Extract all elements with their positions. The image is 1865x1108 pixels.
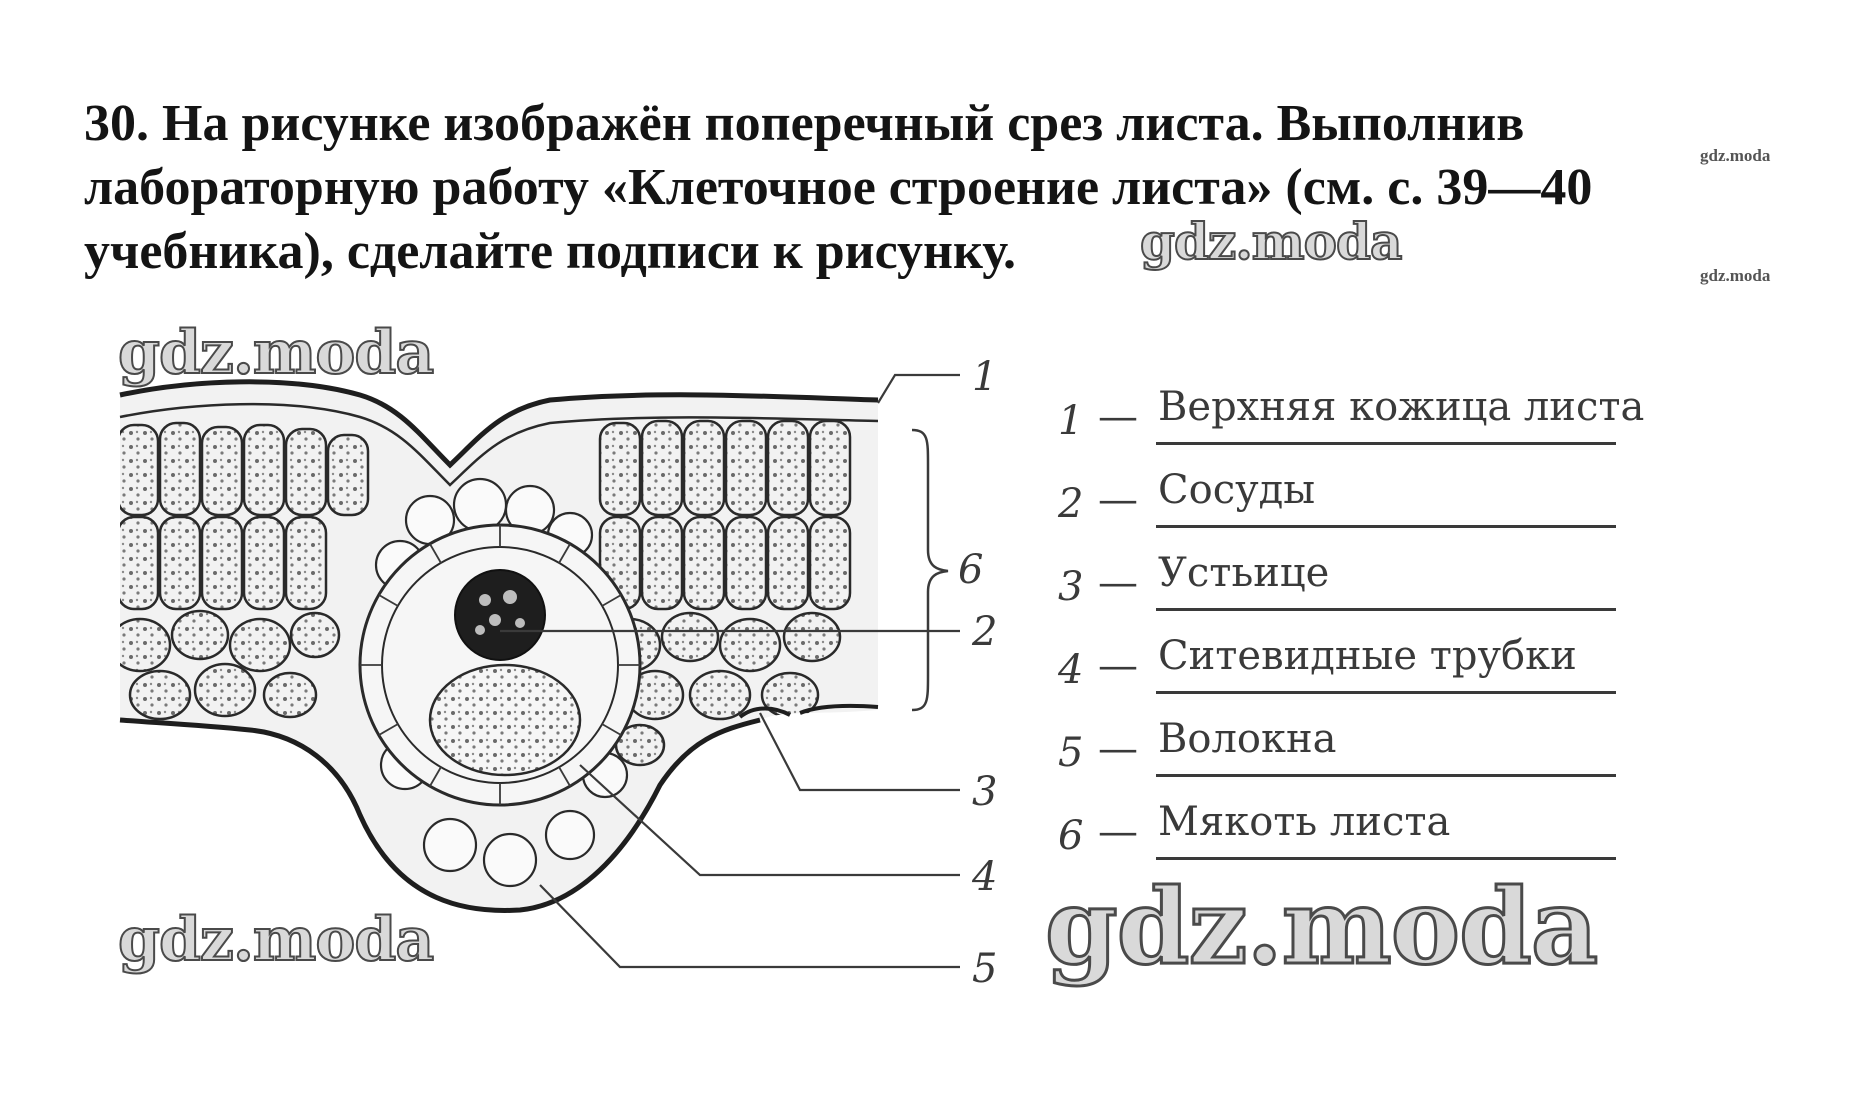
leaf-tissue (100, 345, 1020, 985)
answer-row (1050, 629, 1670, 712)
answer-row (1050, 795, 1670, 878)
answer-dash: — (1098, 726, 1138, 772)
answer-number: 3 (1058, 564, 1084, 610)
figure-label-4: 4 (972, 854, 998, 900)
answer-row (1050, 380, 1670, 463)
answer-text: Верхняя кожица листа (1158, 384, 1645, 430)
answer-row (1050, 463, 1670, 546)
answer-text: Мякоть листа (1158, 799, 1451, 845)
figure-label-3: 3 (972, 769, 998, 815)
watermark-small-1: gdz.moda (1700, 146, 1771, 165)
answer-number: 5 (1058, 730, 1084, 776)
answer-row (1050, 712, 1670, 795)
answer-dash: — (1098, 643, 1138, 689)
answer-underline (1156, 774, 1616, 777)
answer-number: 4 (1058, 647, 1084, 693)
answer-underline (1156, 608, 1616, 611)
task-line-1: 30. На рисунке изображён поперечный срез листа. Выполнив (84, 95, 1525, 152)
answer-underline (1156, 691, 1616, 694)
task-line-3: учебника), сделайте подписи к рисунку. (84, 223, 1016, 280)
figure-label-6: 6 (958, 547, 984, 593)
answer-text: Ситевидные трубки (1158, 633, 1577, 679)
answers-list (1050, 380, 1670, 878)
answer-dash: — (1098, 477, 1138, 523)
watermark-small-2: gdz.moda (1700, 266, 1771, 285)
task-text (84, 92, 1824, 284)
answer-underline (1156, 525, 1616, 528)
answer-text: Устьице (1158, 550, 1330, 596)
figure-label-1: 1 (972, 354, 998, 400)
answer-text: Сосуды (1158, 467, 1316, 513)
answer-row (1050, 546, 1670, 629)
answer-underline (1156, 442, 1616, 445)
figure-label-2: 2 (972, 609, 998, 655)
answer-underline (1156, 857, 1616, 860)
figure-label-5: 5 (972, 946, 998, 985)
answer-number: 2 (1058, 481, 1084, 527)
answer-text: Волокна (1158, 716, 1337, 762)
leaf-cross-section-drawing (100, 345, 1020, 985)
task-line-2: лабораторную работу «Клеточное строение листа» (см. с. 39—40 (84, 159, 1593, 216)
watermark-title: gdz.moda (1140, 212, 1402, 271)
watermark-bottom-left: gdz.moda (118, 905, 434, 975)
watermark-bottom-right: gdz.moda (1045, 865, 1598, 988)
answer-dash: — (1098, 560, 1138, 606)
watermark-top-left: gdz.moda (118, 318, 434, 388)
leaf-cross-section (100, 345, 1020, 985)
answer-number: 1 (1058, 398, 1084, 444)
answer-dash: — (1098, 809, 1138, 855)
answer-number: 6 (1058, 813, 1084, 859)
answer-dash: — (1098, 394, 1138, 440)
